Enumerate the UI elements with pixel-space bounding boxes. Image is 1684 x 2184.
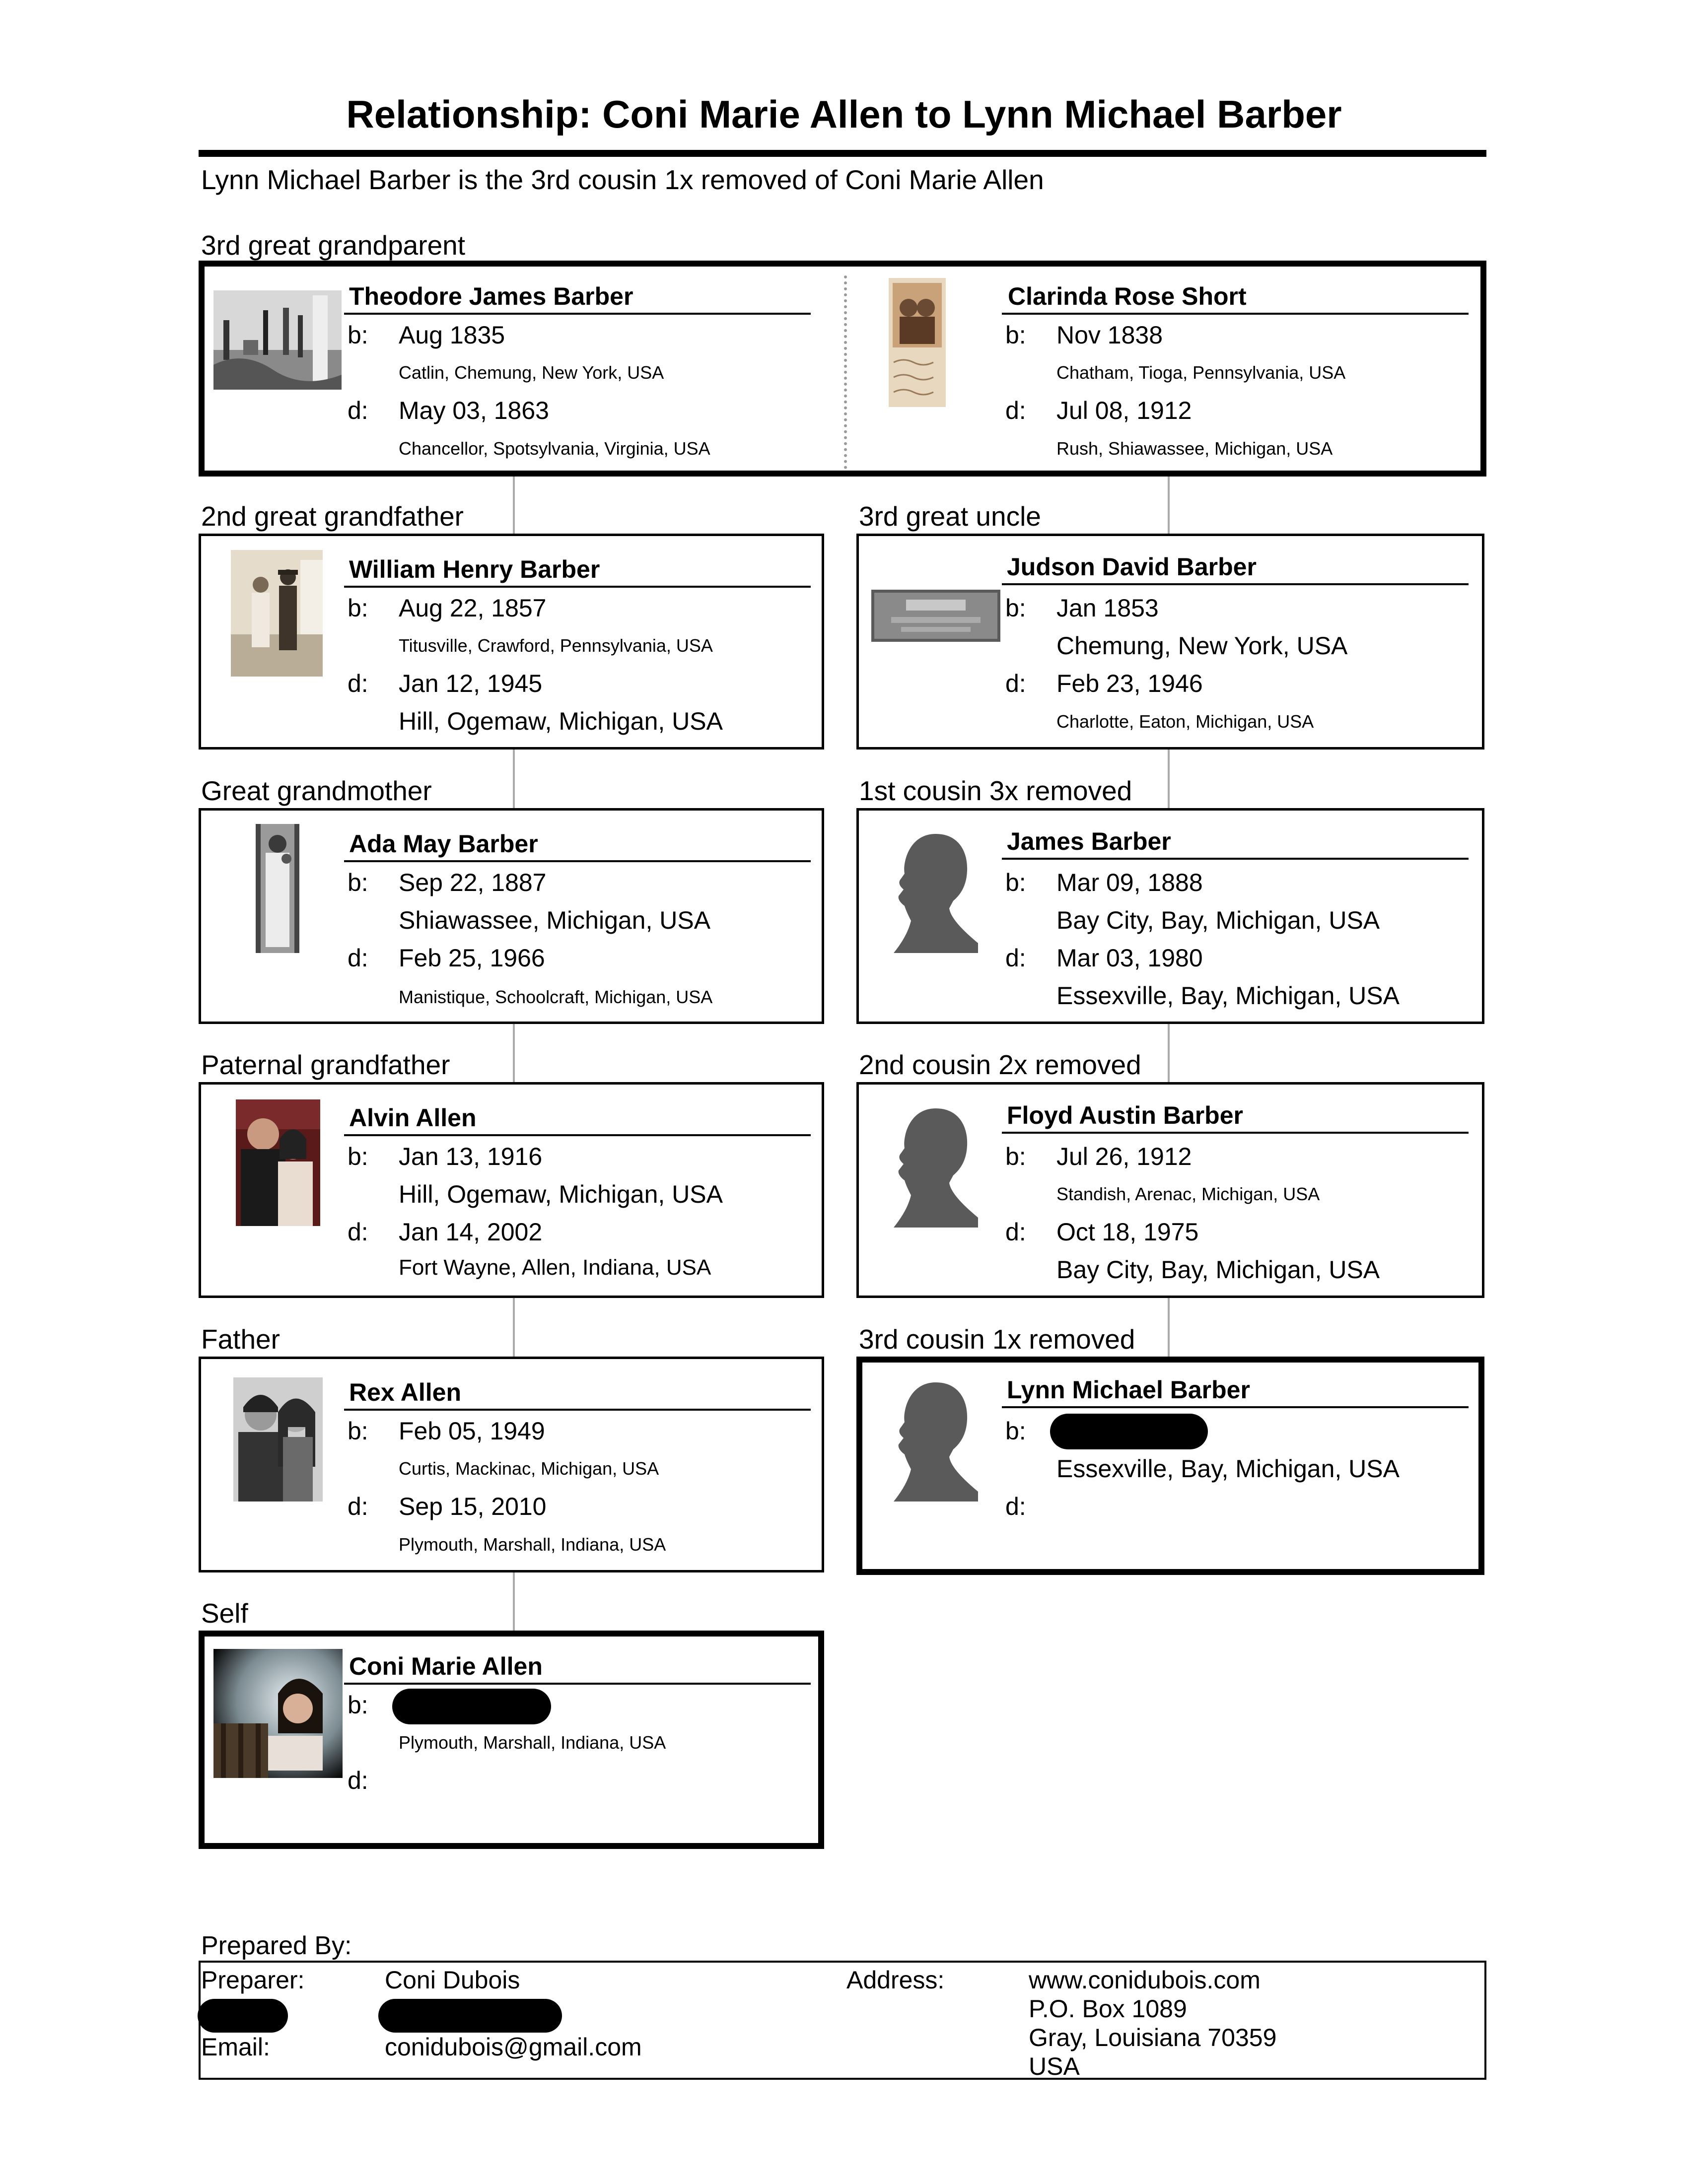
connector-line: [1168, 1024, 1170, 1084]
birth-place: Curtis, Mackinac, Michigan, USA: [399, 1458, 659, 1479]
death-date: May 03, 1863: [399, 397, 549, 424]
death-date: Jan 12, 1945: [399, 670, 543, 697]
photo-ada-may-barber: [256, 824, 299, 953]
death-label: d:: [348, 670, 368, 697]
birth-place: Catlin, Chemung, New York, USA: [399, 362, 664, 383]
person-name: Floyd Austin Barber: [1007, 1101, 1243, 1129]
connector-line: [513, 1298, 515, 1358]
birth-label: b:: [348, 1691, 368, 1719]
birth-date: Aug 1835: [399, 321, 505, 349]
connector-line: [1168, 472, 1170, 536]
name-underline: [344, 313, 811, 315]
name-underline: [344, 1683, 811, 1685]
preparer-label: Preparer:: [201, 1966, 305, 1994]
death-label: d:: [1005, 670, 1026, 697]
birth-label: b:: [1005, 594, 1026, 622]
death-date: Oct 18, 1975: [1056, 1218, 1199, 1246]
person-name: Rex Allen: [349, 1378, 462, 1406]
photo-theodore-james-barber: [213, 290, 342, 390]
death-date: Mar 03, 1980: [1056, 944, 1203, 972]
death-place: Manistique, Schoolcraft, Michigan, USA: [399, 987, 713, 1007]
birth-place: Chemung, New York, USA: [1056, 632, 1348, 660]
person-name: Theodore James Barber: [349, 282, 633, 310]
birth-date: Jul 26, 1912: [1056, 1143, 1192, 1170]
connector-line: [513, 1572, 515, 1632]
person-name: Coni Marie Allen: [349, 1652, 543, 1680]
silhouette-icon: [894, 1098, 978, 1228]
name-underline: [344, 860, 811, 862]
person-name: Alvin Allen: [349, 1104, 477, 1132]
photo-judson-david-barber: [871, 590, 1000, 642]
birth-place: Hill, Ogemaw, Michigan, USA: [399, 1180, 723, 1208]
death-label: d:: [1005, 944, 1026, 972]
birth-label: b:: [348, 1143, 368, 1170]
death-label: d:: [348, 397, 368, 424]
birth-place: Plymouth, Marshall, Indiana, USA: [399, 1732, 666, 1753]
name-underline: [1002, 1406, 1469, 1408]
death-place: Bay City, Bay, Michigan, USA: [1056, 1256, 1380, 1284]
birth-place: Chatham, Tioga, Pennsylvania, USA: [1056, 362, 1346, 383]
birth-place: Bay City, Bay, Michigan, USA: [1056, 906, 1380, 934]
connector-line: [513, 750, 515, 809]
website-link[interactable]: www.conidubois.com: [1029, 1966, 1261, 1994]
death-date: Feb 25, 1966: [399, 944, 545, 972]
name-underline: [344, 1134, 811, 1136]
death-place: Rush, Shiawassee, Michigan, USA: [1056, 438, 1333, 459]
birth-date: Aug 22, 1857: [399, 594, 547, 622]
person-name: Lynn Michael Barber: [1007, 1376, 1250, 1404]
redacted-field-value: [378, 1999, 562, 2033]
person-name: William Henry Barber: [349, 555, 600, 583]
title-divider: [199, 150, 1486, 157]
birth-date: Feb 05, 1949: [399, 1417, 545, 1445]
birth-label: b:: [1005, 1143, 1026, 1170]
relationship-label: Great grandmother: [201, 775, 432, 806]
photo-alvin-allen: [236, 1099, 320, 1226]
birth-place: Shiawassee, Michigan, USA: [399, 906, 711, 934]
page-title: Relationship: Coni Marie Allen to Lynn Michael Barber: [346, 92, 1342, 136]
death-place: Essexville, Bay, Michigan, USA: [1056, 982, 1400, 1010]
person-name: Ada May Barber: [349, 830, 538, 858]
birth-place: Essexville, Bay, Michigan, USA: [1056, 1455, 1400, 1483]
death-label: d:: [348, 1218, 368, 1246]
name-underline: [344, 586, 811, 588]
birth-label: b:: [1005, 1417, 1026, 1445]
person-name: Clarinda Rose Short: [1008, 282, 1247, 310]
birth-place: Titusville, Crawford, Pennsylvania, USA: [399, 635, 713, 656]
death-date: Jul 08, 1912: [1056, 397, 1192, 424]
death-label: d:: [348, 944, 368, 972]
birth-label: b:: [348, 321, 368, 349]
redacted-field-label: [198, 1999, 288, 2033]
connector-line: [1168, 1298, 1170, 1358]
birth-date: Mar 09, 1888: [1056, 869, 1203, 896]
photo-rex-allen: [233, 1377, 323, 1502]
birth-label: b:: [348, 869, 368, 896]
death-label: d:: [1005, 397, 1026, 424]
name-underline: [1002, 1132, 1469, 1134]
death-label: d:: [348, 1767, 368, 1794]
death-place: Hill, Ogemaw, Michigan, USA: [399, 707, 723, 735]
connector-line: [513, 472, 515, 536]
address-line: USA: [1029, 2052, 1080, 2080]
death-date: Sep 15, 2010: [399, 1493, 547, 1520]
birth-date: Jan 1853: [1056, 594, 1159, 622]
address-line: P.O. Box 1089: [1029, 1995, 1187, 2023]
birth-label: b:: [1005, 321, 1026, 349]
name-underline: [344, 1409, 811, 1411]
relationship-label: 2nd cousin 2x removed: [859, 1049, 1141, 1080]
birth-date: Sep 22, 1887: [399, 869, 547, 896]
address-line: Gray, Louisiana 70359: [1029, 2024, 1277, 2051]
relationship-label: 3rd great uncle: [859, 501, 1041, 532]
name-underline: [1002, 583, 1469, 585]
photo-coni-marie-allen: [213, 1649, 343, 1778]
silhouette-icon: [894, 1372, 978, 1502]
person-name: James Barber: [1007, 827, 1171, 855]
address-label: Address:: [846, 1966, 945, 1994]
prepared-by-label: Prepared By:: [201, 1931, 352, 1960]
connector-line: [513, 1024, 515, 1084]
photo-clarinda-rose-short: [889, 278, 946, 407]
relationship-label: 2nd great grandfather: [201, 501, 464, 532]
death-place: Chancellor, Spotsylvania, Virginia, USA: [399, 438, 710, 459]
name-underline: [1002, 858, 1469, 860]
death-label: d:: [1005, 1493, 1026, 1520]
death-label: d:: [1005, 1218, 1026, 1246]
death-place: Fort Wayne, Allen, Indiana, USA: [399, 1255, 711, 1280]
birth-label: b:: [1005, 869, 1026, 896]
name-underline: [1002, 313, 1469, 315]
death-date: Feb 23, 1946: [1056, 670, 1203, 697]
birth-label: b:: [348, 1417, 368, 1445]
birth-date: Jan 13, 1916: [399, 1143, 543, 1170]
redacted-birth-date: [392, 1689, 551, 1724]
email-label: Email:: [201, 2033, 270, 2061]
death-date: Jan 14, 2002: [399, 1218, 543, 1246]
birth-date: Nov 1838: [1056, 321, 1163, 349]
death-place: Plymouth, Marshall, Indiana, USA: [399, 1534, 666, 1555]
birth-label: b:: [348, 594, 368, 622]
email-value[interactable]: conidubois@gmail.com: [385, 2033, 642, 2061]
connector-line: [1168, 750, 1170, 809]
birth-place: Standish, Arenac, Michigan, USA: [1056, 1184, 1320, 1204]
relationship-label: 1st cousin 3x removed: [859, 775, 1132, 806]
relationship-label: 3rd great grandparent: [201, 230, 466, 261]
relationship-label: Self: [201, 1598, 248, 1629]
relationship-label: 3rd cousin 1x removed: [859, 1324, 1135, 1355]
relationship-summary: Lynn Michael Barber is the 3rd cousin 1x removed of Coni Marie Allen: [201, 164, 1044, 195]
photo-william-henry-barber: [231, 550, 323, 677]
relationship-label: Father: [201, 1324, 280, 1355]
person-name: Judson David Barber: [1007, 553, 1257, 581]
relationship-label: Paternal grandfather: [201, 1049, 450, 1080]
redacted-birth-date: [1050, 1414, 1208, 1449]
couple-divider: [844, 275, 847, 469]
silhouette-icon: [894, 824, 978, 953]
preparer-name: Coni Dubois: [385, 1966, 520, 1994]
death-label: d:: [348, 1493, 368, 1520]
death-place: Charlotte, Eaton, Michigan, USA: [1056, 711, 1314, 732]
